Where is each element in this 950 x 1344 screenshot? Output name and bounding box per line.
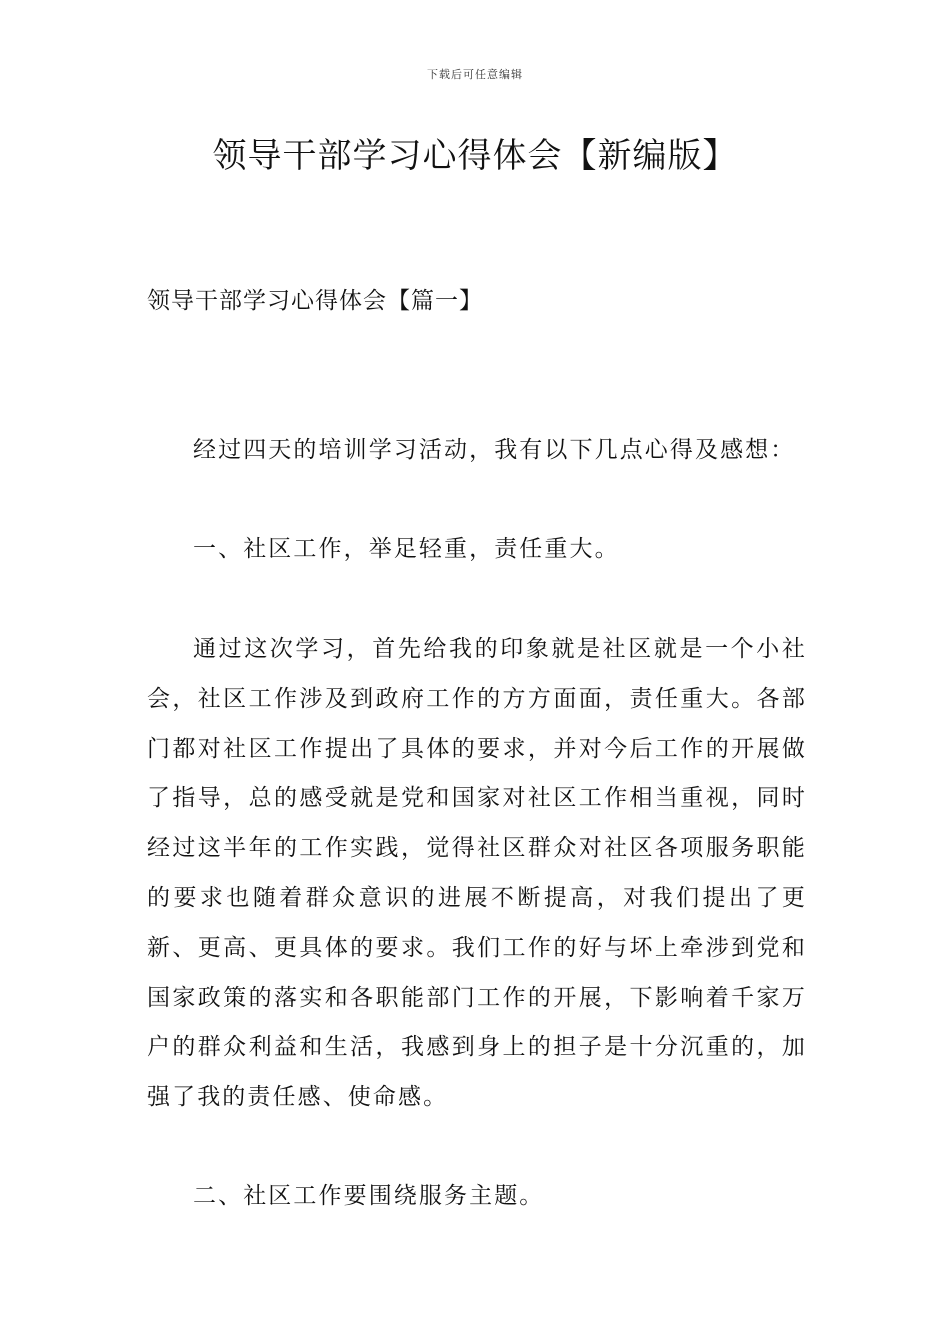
document-title: 领导干部学习心得体会【新编版】: [212, 136, 738, 176]
section-heading: 领导干部学习心得体会【篇一】: [147, 288, 483, 314]
paragraph-point-one-body: 通过这次学习，首先给我的印象就是社区就是一个小社会，社区工作涉及到政府工作的方方面面，责任重大。各部门都对社区工作提出了具体的要求，并对今后工作的开展做了指导，总的感受就是党和国家对社区工作相当重视，同时经过这半年的工作实践，觉得社区群众对社区各项服务职能的要求也随着群众意识的进展不断提高，对我们提出了更新、更高、更具体的要求。我们工作的好与坏上牵涉到党和国家政策的落实和各职能部门工作的开展，下影响着千家万户的群众利益和生活，我感到身上的担子是十分沉重的，加强了我的责任感、使命感。: [147, 636, 807, 1111]
paragraph-intro: 经过四天的培训学习活动，我有以下几点心得及感想：: [193, 437, 796, 463]
paragraph-point-one-heading: 一、社区工作，举足轻重，责任重大。: [193, 536, 620, 562]
header-note: 下载后可任意编辑: [427, 68, 523, 81]
paragraph-point-two-heading: 二、社区工作要围绕服务主题。: [193, 1183, 545, 1209]
